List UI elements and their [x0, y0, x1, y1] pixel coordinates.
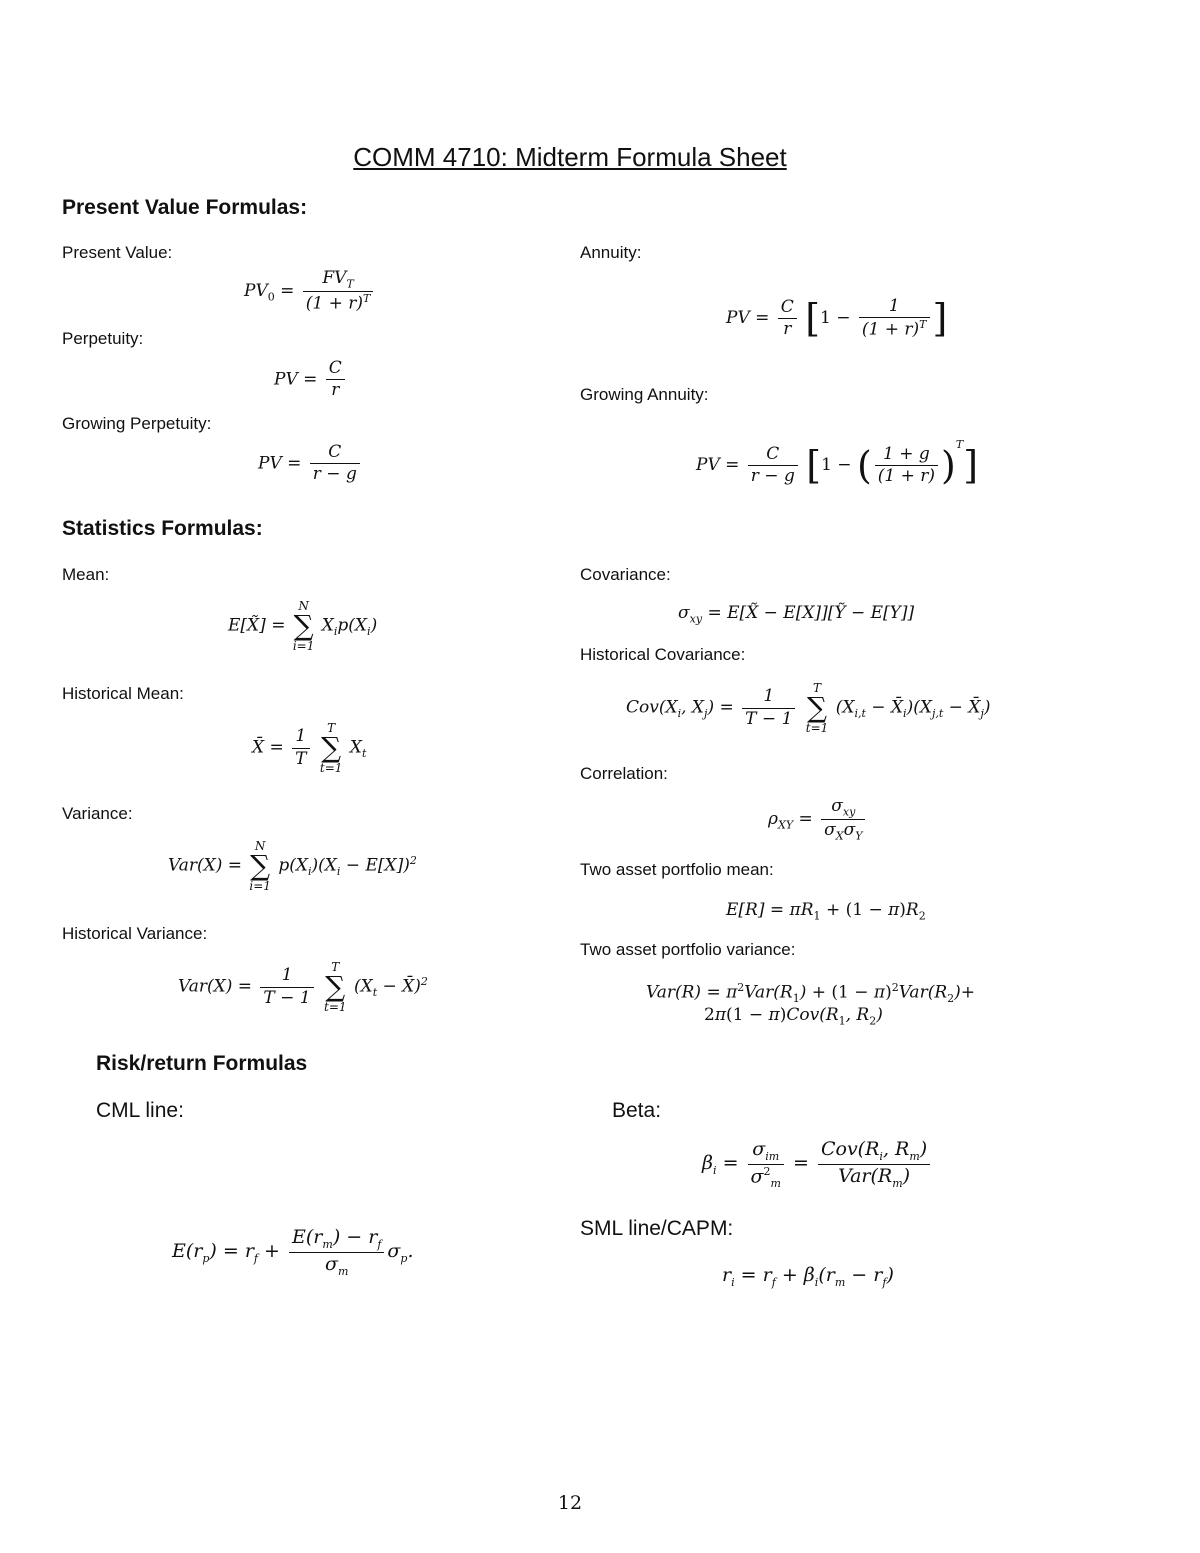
label-beta: Beta:: [612, 1099, 662, 1122]
label-perpetuity: Perpetuity:: [62, 329, 144, 348]
label-mean: Mean:: [62, 565, 110, 584]
label-historical-variance: Historical Variance:: [62, 924, 208, 943]
section-heading-present-value: Present Value Formulas:: [62, 196, 308, 219]
label-correlation: Correlation:: [580, 764, 668, 783]
label-historical-covariance: Historical Covariance:: [580, 645, 746, 664]
formula-historical-mean: X̄ = $\frac{1}{T}$ T ∑ t=1 $X_t$: [252, 721, 367, 775]
label-cml-line: CML line:: [96, 1099, 184, 1122]
section-heading-risk-return: Risk/return Formulas: [96, 1052, 308, 1075]
formula-cml-line: $E(r_p) = r_f$ + $\frac{E(r_m) - r_f}{\sigma_m}$ $\sigma_p$.: [172, 1226, 414, 1278]
formula-beta: $\beta_i$ = $\frac{\sigma_{im}}{\sigma^2_m}$ = $\frac{Cov(R_i, R_m)}{Var(R_m)}$: [702, 1138, 933, 1190]
formula-sml-line: $r_i = r_f + \beta_i(r_m - r_f)$: [722, 1264, 894, 1289]
label-sml-line: SML line/CAPM:: [580, 1217, 734, 1240]
formula-present-value: $PV_0$ = $\frac{FV_T}{(1 + r)^T}$: [244, 268, 376, 315]
formula-correlation: $\rho_{XY}$ = $\frac{\sigma_{xy}}{\sigma_X\sigma_Y}$: [768, 796, 868, 843]
formula-annuity: PV = $\frac{C}{r}$ [1 − $\frac{1}{(1 + r)^T}$ ]: [726, 296, 948, 341]
formula-covariance: $\sigma_{xy}$ = E[X̃ − E[X]][Ỹ − E[Y]]: [678, 603, 915, 626]
formula-growing-annuity: PV = $\frac{C}{r - g}$ [1 − ( $\frac{1 + g}{(1 + r)}$ )$^T$]: [696, 438, 979, 488]
label-covariance: Covariance:: [580, 565, 671, 584]
formula-historical-variance: Var(X) = $\frac{1}{T - 1}$ T ∑ t=1 ($X_t$ − X̄)$^2$: [178, 960, 428, 1014]
label-two-asset-mean: Two asset portfolio mean:: [580, 860, 774, 879]
label-annuity: Annuity:: [580, 243, 642, 262]
label-historical-mean: Historical Mean:: [62, 684, 184, 703]
formula-variance: Var(X) = N ∑ i=1 $p(X_i)(X_i - E[X])^2$: [168, 839, 417, 893]
label-growing-annuity: Growing Annuity:: [580, 385, 709, 404]
formula-two-asset-mean: $E[R] = \pi R_1 + (1 - \pi)R_2$: [726, 900, 926, 923]
label-present-value: Present Value:: [62, 243, 173, 262]
label-variance: Variance:: [62, 804, 133, 823]
formula-perpetuity: PV = $\frac{C}{r}$: [274, 358, 348, 402]
formula-mean: E[X̃] = N ∑ i=1 $X_ip(X_i)$: [228, 599, 378, 653]
page-number: 12: [557, 1492, 583, 1514]
page-title: COMM 4710: Midterm Formula Sheet: [353, 142, 787, 172]
label-two-asset-variance: Two asset portfolio variance:: [580, 940, 796, 959]
label-growing-perpetuity: Growing Perpetuity:: [62, 414, 212, 433]
formula-historical-covariance: $Cov(X_i$, $X_j$) = $\frac{1}{T - 1}$ T ∑ t=1 ($X_{i,t}$ − $X̄_i)(X_{j,t}$ − $X̄_j$): [626, 681, 991, 735]
section-heading-statistics: Statistics Formulas:: [62, 517, 263, 540]
formula-two-asset-variance: $Var(R) = \pi^2Var(R_1) + (1 - \pi)^2Var(R_2)+$ $2\pi(1 - \pi)Cov(R_1$, $R_2$): [646, 981, 976, 1028]
formula-growing-perpetuity: PV = $\frac{C}{r - g}$: [258, 442, 363, 486]
